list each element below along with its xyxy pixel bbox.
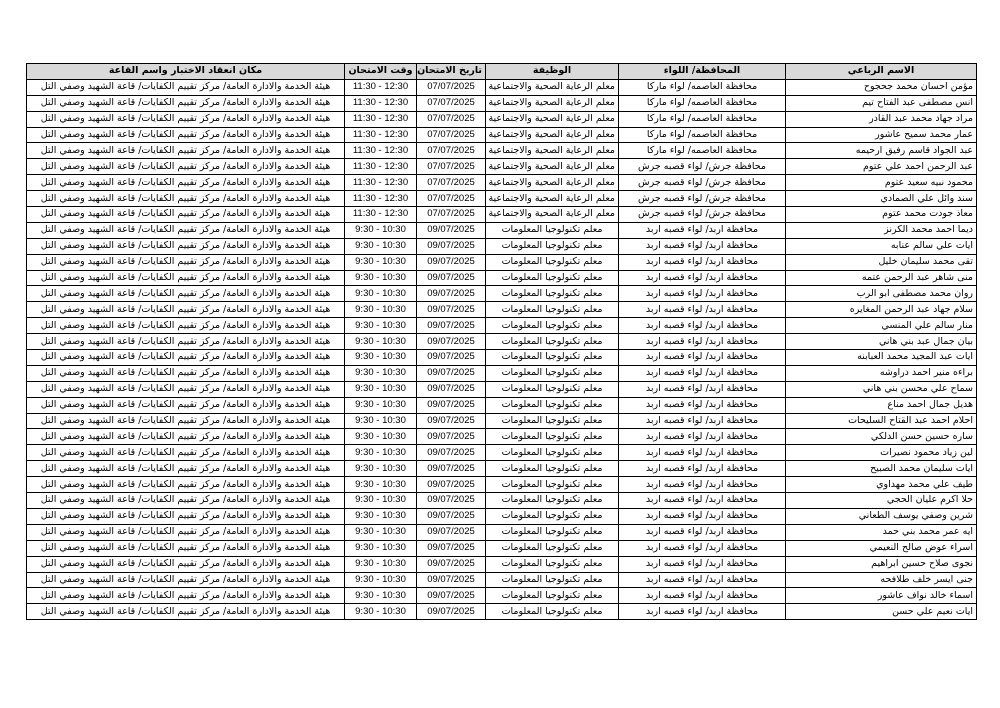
table-row: [27, 175, 977, 191]
table-row: [27, 286, 977, 302]
cell-place: هيئة الخدمة والادارة العامة/ مركز تقييم الكفايات/ قاعة الشهيد وصفي التل: [27, 556, 345, 572]
cell-job: معلم تكنولوجيا المعلومات: [486, 254, 619, 270]
cell-governorate: محافظة اربد/ لواء قصبه اربد: [619, 429, 786, 445]
cell-governorate: محافظة اربد/ لواء قصبه اربد: [619, 461, 786, 477]
cell-governorate: محافظة العاصمه/ لواء ماركا: [619, 127, 786, 143]
table-row: [27, 556, 977, 572]
cell-job: معلم الرعاية الصحية والاجتماعية: [486, 127, 619, 143]
table-row: [27, 604, 977, 620]
cell-job: معلم الرعاية الصحية والاجتماعية: [486, 175, 619, 191]
cell-date: 09/07/2025: [417, 286, 486, 302]
table-row: [27, 127, 977, 143]
cell-date: 09/07/2025: [417, 413, 486, 429]
cell-name: عبد الجواد قاسم رفيق ارحيمه: [786, 143, 977, 159]
cell-place: هيئة الخدمة والادارة العامة/ مركز تقييم الكفايات/ قاعة الشهيد وصفي التل: [27, 604, 345, 620]
cell-time: 11:30 - 12:30: [345, 191, 417, 207]
header-row: [27, 64, 977, 80]
cell-time: 9:30 - 10:30: [345, 381, 417, 397]
cell-date: 09/07/2025: [417, 524, 486, 540]
cell-date: 09/07/2025: [417, 461, 486, 477]
cell-job: معلم تكنولوجيا المعلومات: [486, 572, 619, 588]
cell-time: 11:30 - 12:30: [345, 159, 417, 175]
cell-job: معلم تكنولوجيا المعلومات: [486, 222, 619, 238]
cell-place: هيئة الخدمة والادارة العامة/ مركز تقييم الكفايات/ قاعة الشهيد وصفي التل: [27, 143, 345, 159]
cell-governorate: محافظة العاصمه/ لواء ماركا: [619, 79, 786, 95]
cell-date: 09/07/2025: [417, 397, 486, 413]
cell-place: هيئة الخدمة والادارة العامة/ مركز تقييم الكفايات/ قاعة الشهيد وصفي التل: [27, 588, 345, 604]
cell-job: معلم تكنولوجيا المعلومات: [486, 445, 619, 461]
cell-job: معلم تكنولوجيا المعلومات: [486, 556, 619, 572]
cell-governorate: محافظة اربد/ لواء قصبه اربد: [619, 572, 786, 588]
table-row: [27, 334, 977, 350]
cell-name: ايه عمر محمد بني حمد: [786, 524, 977, 540]
cell-time: 9:30 - 10:30: [345, 270, 417, 286]
cell-place: هيئة الخدمة والادارة العامة/ مركز تقييم الكفايات/ قاعة الشهيد وصفي التل: [27, 461, 345, 477]
table-row: [27, 477, 977, 493]
cell-time: 9:30 - 10:30: [345, 334, 417, 350]
table-row: [27, 143, 977, 159]
cell-job: معلم تكنولوجيا المعلومات: [486, 540, 619, 556]
cell-name: ايات سليمان محمد الصبيح: [786, 461, 977, 477]
cell-name: طيف علي محمد مهداوي: [786, 477, 977, 493]
cell-place: هيئة الخدمة والادارة العامة/ مركز تقييم الكفايات/ قاعة الشهيد وصفي التل: [27, 445, 345, 461]
cell-date: 09/07/2025: [417, 556, 486, 572]
table-row: [27, 365, 977, 381]
table-row: [27, 508, 977, 524]
cell-job: معلم تكنولوجيا المعلومات: [486, 350, 619, 366]
cell-time: 11:30 - 12:30: [345, 143, 417, 159]
cell-job: معلم تكنولوجيا المعلومات: [486, 318, 619, 334]
cell-governorate: محافظة اربد/ لواء قصبه اربد: [619, 540, 786, 556]
table-row: [27, 111, 977, 127]
table-row: [27, 191, 977, 207]
cell-time: 9:30 - 10:30: [345, 413, 417, 429]
cell-date: 09/07/2025: [417, 334, 486, 350]
cell-governorate: محافظة العاصمه/ لواء ماركا: [619, 111, 786, 127]
table-row: [27, 588, 977, 604]
cell-job: معلم تكنولوجيا المعلومات: [486, 429, 619, 445]
cell-governorate: محافظة اربد/ لواء قصبه اربد: [619, 350, 786, 366]
cell-job: معلم الرعاية الصحية والاجتماعية: [486, 111, 619, 127]
table-row: [27, 461, 977, 477]
cell-job: معلم الرعاية الصحية والاجتماعية: [486, 191, 619, 207]
cell-place: هيئة الخدمة والادارة العامة/ مركز تقييم الكفايات/ قاعة الشهيد وصفي التل: [27, 159, 345, 175]
cell-date: 07/07/2025: [417, 79, 486, 95]
cell-time: 9:30 - 10:30: [345, 604, 417, 620]
cell-date: 09/07/2025: [417, 604, 486, 620]
cell-governorate: محافظة اربد/ لواء قصبه اربد: [619, 493, 786, 509]
cell-place: هيئة الخدمة والادارة العامة/ مركز تقييم الكفايات/ قاعة الشهيد وصفي التل: [27, 413, 345, 429]
cell-date: 07/07/2025: [417, 95, 486, 111]
cell-job: معلم تكنولوجيا المعلومات: [486, 302, 619, 318]
cell-governorate: محافظة جرش/ لواء قصبه جرش: [619, 159, 786, 175]
header-date: تاريخ الامتحان: [417, 64, 486, 80]
cell-time: 11:30 - 12:30: [345, 175, 417, 191]
cell-time: 9:30 - 10:30: [345, 350, 417, 366]
header-time: وقت الامتحان: [345, 64, 417, 80]
cell-place: هيئة الخدمة والادارة العامة/ مركز تقييم الكفايات/ قاعة الشهيد وصفي التل: [27, 397, 345, 413]
cell-time: 11:30 - 12:30: [345, 79, 417, 95]
cell-job: معلم تكنولوجيا المعلومات: [486, 413, 619, 429]
cell-job: معلم تكنولوجيا المعلومات: [486, 477, 619, 493]
table-row: [27, 79, 977, 95]
cell-place: هيئة الخدمة والادارة العامة/ مركز تقييم الكفايات/ قاعة الشهيد وصفي التل: [27, 191, 345, 207]
cell-governorate: محافظة اربد/ لواء قصبه اربد: [619, 588, 786, 604]
header-place: مكان انعقاد الاختبار واسم القاعة: [27, 64, 345, 80]
cell-governorate: محافظة اربد/ لواء قصبه اربد: [619, 286, 786, 302]
cell-place: هيئة الخدمة والادارة العامة/ مركز تقييم الكفايات/ قاعة الشهيد وصفي التل: [27, 572, 345, 588]
cell-governorate: محافظة اربد/ لواء قصبه اربد: [619, 238, 786, 254]
cell-time: 11:30 - 12:30: [345, 95, 417, 111]
cell-name: ديما احمد محمد الكرنز: [786, 222, 977, 238]
cell-date: 09/07/2025: [417, 381, 486, 397]
cell-time: 9:30 - 10:30: [345, 222, 417, 238]
cell-place: هيئة الخدمة والادارة العامة/ مركز تقييم الكفايات/ قاعة الشهيد وصفي التل: [27, 477, 345, 493]
cell-name: منى شاهر عبد الرحمن عتمه: [786, 270, 977, 286]
cell-governorate: محافظة اربد/ لواء قصبه اربد: [619, 365, 786, 381]
cell-place: هيئة الخدمة والادارة العامة/ مركز تقييم الكفايات/ قاعة الشهيد وصفي التل: [27, 111, 345, 127]
cell-governorate: محافظة اربد/ لواء قصبه اربد: [619, 477, 786, 493]
cell-name: مراد جهاد محمد عبد القادر: [786, 111, 977, 127]
header-name: الاسم الرباعي: [786, 64, 977, 80]
cell-governorate: محافظة اربد/ لواء قصبه اربد: [619, 222, 786, 238]
cell-place: هيئة الخدمة والادارة العامة/ مركز تقييم الكفايات/ قاعة الشهيد وصفي التل: [27, 270, 345, 286]
cell-name: احلام احمد عبد القتاح السليحات: [786, 413, 977, 429]
cell-time: 9:30 - 10:30: [345, 445, 417, 461]
cell-place: هيئة الخدمة والادارة العامة/ مركز تقييم الكفايات/ قاعة الشهيد وصفي التل: [27, 175, 345, 191]
cell-job: معلم تكنولوجيا المعلومات: [486, 238, 619, 254]
table-row: [27, 159, 977, 175]
cell-governorate: محافظة اربد/ لواء قصبه اربد: [619, 604, 786, 620]
cell-time: 9:30 - 10:30: [345, 286, 417, 302]
cell-date: 07/07/2025: [417, 127, 486, 143]
cell-governorate: محافظة اربد/ لواء قصبه اربد: [619, 318, 786, 334]
cell-job: معلم الرعاية الصحية والاجتماعية: [486, 95, 619, 111]
cell-time: 9:30 - 10:30: [345, 238, 417, 254]
table-row: [27, 572, 977, 588]
cell-time: 11:30 - 12:30: [345, 111, 417, 127]
cell-place: هيئة الخدمة والادارة العامة/ مركز تقييم الكفايات/ قاعة الشهيد وصفي التل: [27, 207, 345, 223]
cell-time: 9:30 - 10:30: [345, 318, 417, 334]
cell-time: 9:30 - 10:30: [345, 508, 417, 524]
cell-job: معلم تكنولوجيا المعلومات: [486, 461, 619, 477]
cell-time: 9:30 - 10:30: [345, 365, 417, 381]
cell-date: 09/07/2025: [417, 302, 486, 318]
cell-time: 9:30 - 10:30: [345, 524, 417, 540]
cell-place: هيئة الخدمة والادارة العامة/ مركز تقييم الكفايات/ قاعة الشهيد وصفي التل: [27, 318, 345, 334]
cell-name: ايات علي سالم عنابه: [786, 238, 977, 254]
cell-name: منار سالم علي المنسي: [786, 318, 977, 334]
table-row: [27, 270, 977, 286]
cell-governorate: محافظة اربد/ لواء قصبه اربد: [619, 508, 786, 524]
cell-date: 07/07/2025: [417, 207, 486, 223]
cell-date: 09/07/2025: [417, 254, 486, 270]
table-row: [27, 493, 977, 509]
cell-time: 11:30 - 12:30: [345, 207, 417, 223]
table-row: [27, 540, 977, 556]
cell-date: 07/07/2025: [417, 143, 486, 159]
cell-governorate: محافظة اربد/ لواء قصبه اربد: [619, 397, 786, 413]
cell-name: حلا اكرم عليان الحجي: [786, 493, 977, 509]
cell-governorate: محافظة اربد/ لواء قصبه اربد: [619, 445, 786, 461]
table-row: [27, 397, 977, 413]
cell-place: هيئة الخدمة والادارة العامة/ مركز تقييم الكفايات/ قاعة الشهيد وصفي التل: [27, 524, 345, 540]
cell-place: هيئة الخدمة والادارة العامة/ مركز تقييم الكفايات/ قاعة الشهيد وصفي التل: [27, 95, 345, 111]
table-row: [27, 302, 977, 318]
cell-date: 07/07/2025: [417, 111, 486, 127]
cell-date: 09/07/2025: [417, 572, 486, 588]
cell-place: هيئة الخدمة والادارة العامة/ مركز تقييم الكفايات/ قاعة الشهيد وصفي التل: [27, 79, 345, 95]
cell-time: 9:30 - 10:30: [345, 588, 417, 604]
cell-time: 9:30 - 10:30: [345, 397, 417, 413]
cell-date: 07/07/2025: [417, 159, 486, 175]
cell-place: هيئة الخدمة والادارة العامة/ مركز تقييم الكفايات/ قاعة الشهيد وصفي التل: [27, 493, 345, 509]
cell-name: بيان جمال عبد بني هاني: [786, 334, 977, 350]
table-row: [27, 222, 977, 238]
cell-name: جنى ايسر خلف طلافحه: [786, 572, 977, 588]
table-row: [27, 350, 977, 366]
cell-date: 09/07/2025: [417, 588, 486, 604]
cell-name: انس مصطفى عبد الفتاح تيم: [786, 95, 977, 111]
cell-place: هيئة الخدمة والادارة العامة/ مركز تقييم الكفايات/ قاعة الشهيد وصفي التل: [27, 508, 345, 524]
cell-date: 09/07/2025: [417, 477, 486, 493]
cell-job: معلم الرعاية الصحية والاجتماعية: [486, 207, 619, 223]
cell-governorate: محافظة اربد/ لواء قصبه اربد: [619, 556, 786, 572]
cell-date: 09/07/2025: [417, 493, 486, 509]
cell-date: 09/07/2025: [417, 350, 486, 366]
cell-time: 9:30 - 10:30: [345, 254, 417, 270]
cell-name: عبد الرحمن احمد علي عتوم: [786, 159, 977, 175]
cell-place: هيئة الخدمة والادارة العامة/ مركز تقييم الكفايات/ قاعة الشهيد وصفي التل: [27, 365, 345, 381]
cell-date: 09/07/2025: [417, 540, 486, 556]
cell-date: 07/07/2025: [417, 175, 486, 191]
cell-name: اسراء عوض صالح النعيمي: [786, 540, 977, 556]
cell-time: 9:30 - 10:30: [345, 556, 417, 572]
cell-time: 9:30 - 10:30: [345, 493, 417, 509]
cell-job: معلم الرعاية الصحية والاجتماعية: [486, 79, 619, 95]
cell-date: 09/07/2025: [417, 429, 486, 445]
cell-name: اسماء خالد نواف عاشور: [786, 588, 977, 604]
cell-governorate: محافظة جرش/ لواء قصبه جرش: [619, 175, 786, 191]
cell-name: لين زياد محمود نصيرات: [786, 445, 977, 461]
cell-governorate: محافظة اربد/ لواء قصبه اربد: [619, 524, 786, 540]
cell-place: هيئة الخدمة والادارة العامة/ مركز تقييم الكفايات/ قاعة الشهيد وصفي التل: [27, 350, 345, 366]
cell-job: معلم تكنولوجيا المعلومات: [486, 365, 619, 381]
cell-name: نجوى صلاح حسين ابراهيم: [786, 556, 977, 572]
cell-governorate: محافظة اربد/ لواء قصبه اربد: [619, 270, 786, 286]
cell-job: معلم تكنولوجيا المعلومات: [486, 604, 619, 620]
table-row: [27, 524, 977, 540]
cell-date: 09/07/2025: [417, 318, 486, 334]
cell-name: تقى محمد سليمان خليل: [786, 254, 977, 270]
cell-governorate: محافظة اربد/ لواء قصبه اربد: [619, 302, 786, 318]
cell-name: ايات نعيم علي حسن: [786, 604, 977, 620]
cell-place: هيئة الخدمة والادارة العامة/ مركز تقييم الكفايات/ قاعة الشهيد وصفي التل: [27, 381, 345, 397]
cell-place: هيئة الخدمة والادارة العامة/ مركز تقييم الكفايات/ قاعة الشهيد وصفي التل: [27, 540, 345, 556]
cell-governorate: محافظة اربد/ لواء قصبه اربد: [619, 254, 786, 270]
cell-job: معلم تكنولوجيا المعلومات: [486, 508, 619, 524]
cell-job: معلم تكنولوجيا المعلومات: [486, 286, 619, 302]
cell-name: روان محمد مصطفى ابو الرب: [786, 286, 977, 302]
cell-time: 9:30 - 10:30: [345, 572, 417, 588]
cell-date: 09/07/2025: [417, 238, 486, 254]
cell-job: معلم تكنولوجيا المعلومات: [486, 397, 619, 413]
cell-date: 09/07/2025: [417, 365, 486, 381]
table-row: [27, 318, 977, 334]
table-row: [27, 238, 977, 254]
cell-name: عمار محمد سميح عاشور: [786, 127, 977, 143]
table-row: [27, 95, 977, 111]
cell-place: هيئة الخدمة والادارة العامة/ مركز تقييم الكفايات/ قاعة الشهيد وصفي التل: [27, 302, 345, 318]
cell-place: هيئة الخدمة والادارة العامة/ مركز تقييم الكفايات/ قاعة الشهيد وصفي التل: [27, 429, 345, 445]
cell-date: 09/07/2025: [417, 222, 486, 238]
cell-time: 11:30 - 12:30: [345, 127, 417, 143]
cell-job: معلم تكنولوجيا المعلومات: [486, 270, 619, 286]
cell-time: 9:30 - 10:30: [345, 429, 417, 445]
cell-name: سند وائل علي الصمادي: [786, 191, 977, 207]
cell-governorate: محافظة اربد/ لواء قصبه اربد: [619, 334, 786, 350]
cell-time: 9:30 - 10:30: [345, 461, 417, 477]
table-row: [27, 381, 977, 397]
cell-governorate: محافظة العاصمه/ لواء ماركا: [619, 143, 786, 159]
table-body: [27, 79, 977, 619]
cell-time: 9:30 - 10:30: [345, 302, 417, 318]
cell-job: معلم الرعاية الصحية والاجتماعية: [486, 159, 619, 175]
cell-name: براءه منير احمد دراوشه: [786, 365, 977, 381]
cell-job: معلم تكنولوجيا المعلومات: [486, 493, 619, 509]
cell-date: 09/07/2025: [417, 445, 486, 461]
cell-place: هيئة الخدمة والادارة العامة/ مركز تقييم الكفايات/ قاعة الشهيد وصفي التل: [27, 238, 345, 254]
exam-schedule-table: [26, 63, 977, 620]
cell-job: معلم تكنولوجيا المعلومات: [486, 524, 619, 540]
cell-job: معلم الرعاية الصحية والاجتماعية: [486, 143, 619, 159]
cell-place: هيئة الخدمة والادارة العامة/ مركز تقييم الكفايات/ قاعة الشهيد وصفي التل: [27, 286, 345, 302]
table-row: [27, 445, 977, 461]
table-row: [27, 429, 977, 445]
cell-job: معلم تكنولوجيا المعلومات: [486, 381, 619, 397]
cell-place: هيئة الخدمة والادارة العامة/ مركز تقييم الكفايات/ قاعة الشهيد وصفي التل: [27, 222, 345, 238]
cell-name: ايات عبد المجيد محمد العبابنه: [786, 350, 977, 366]
cell-date: 09/07/2025: [417, 508, 486, 524]
cell-place: هيئة الخدمة والادارة العامة/ مركز تقييم الكفايات/ قاعة الشهيد وصفي التل: [27, 127, 345, 143]
cell-place: هيئة الخدمة والادارة العامة/ مركز تقييم الكفايات/ قاعة الشهيد وصفي التل: [27, 334, 345, 350]
table-row: [27, 413, 977, 429]
cell-name: محمود نبيه سعيد عتوم: [786, 175, 977, 191]
header-governorate: المحافظة/ اللواء: [619, 64, 786, 80]
cell-governorate: محافظة العاصمه/ لواء ماركا: [619, 95, 786, 111]
cell-date: 07/07/2025: [417, 191, 486, 207]
cell-name: سماح علي محسن بني هاني: [786, 381, 977, 397]
cell-name: مؤمن احسان محمد جحجوح: [786, 79, 977, 95]
cell-job: معلم تكنولوجيا المعلومات: [486, 588, 619, 604]
cell-time: 9:30 - 10:30: [345, 477, 417, 493]
cell-place: هيئة الخدمة والادارة العامة/ مركز تقييم الكفايات/ قاعة الشهيد وصفي التل: [27, 254, 345, 270]
cell-governorate: محافظة جرش/ لواء قصبه جرش: [619, 191, 786, 207]
cell-governorate: محافظة اربد/ لواء قصبه اربد: [619, 381, 786, 397]
cell-name: هديل جمال احمد مناع: [786, 397, 977, 413]
cell-name: سلام جهاد عبد الرحمن المغايره: [786, 302, 977, 318]
cell-job: معلم تكنولوجيا المعلومات: [486, 334, 619, 350]
cell-time: 9:30 - 10:30: [345, 540, 417, 556]
cell-name: ساره حسين حسن الدلكي: [786, 429, 977, 445]
cell-date: 09/07/2025: [417, 270, 486, 286]
table-row: [27, 254, 977, 270]
cell-governorate: محافظة جرش/ لواء قصبه جرش: [619, 207, 786, 223]
cell-governorate: محافظة اربد/ لواء قصبه اربد: [619, 413, 786, 429]
cell-name: شرين وصفي يوسف الطعاني: [786, 508, 977, 524]
table-row: [27, 207, 977, 223]
cell-name: معاذ جودت محمد عتوم: [786, 207, 977, 223]
header-job: الوظيفة: [486, 64, 619, 80]
